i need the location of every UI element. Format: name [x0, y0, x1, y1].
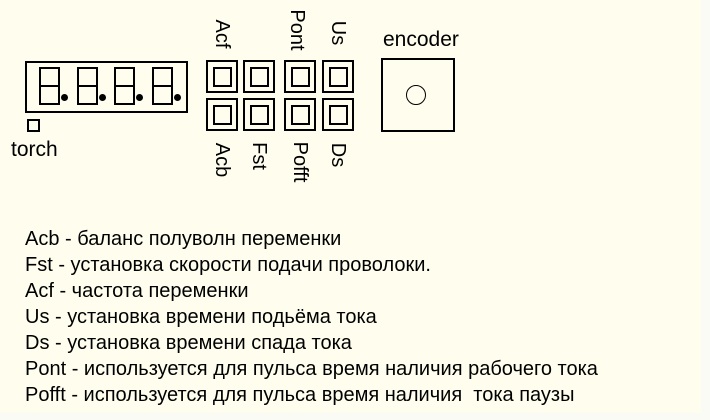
button-inner-square: [291, 105, 310, 125]
encoder-shaft-circle: [406, 85, 426, 105]
label-acf: Acf: [211, 19, 233, 49]
torch-indicator-square: [27, 119, 40, 132]
torch-label: torch: [11, 138, 58, 161]
label-pont: Pont: [286, 9, 308, 51]
display-digit: [114, 67, 144, 107]
button-inner-square: [213, 67, 232, 87]
legend-line-fst: Fst - установка скорости подачи проволоки.: [25, 254, 431, 276]
label-acb: Acb: [211, 142, 233, 178]
digit-eight-outline: [152, 67, 173, 105]
display-digit: [39, 67, 69, 107]
decimal-point-dot: [136, 94, 143, 101]
legend-line-acb: Acb - баланс полуволн переменки: [25, 228, 342, 250]
digit-eight-outline: [39, 67, 60, 105]
label-us: Us: [327, 20, 349, 46]
button-fst: [243, 98, 275, 131]
button-pont: [284, 60, 316, 93]
button-inner-square: [250, 105, 269, 125]
digit-eight-outline: [77, 67, 98, 105]
encoder-label: encoder: [383, 28, 459, 51]
button-acb: [206, 98, 238, 131]
button-inner-square: [250, 67, 269, 87]
display-digit: [152, 67, 182, 107]
decimal-point-dot: [61, 94, 68, 101]
button-inner-square: [213, 105, 232, 125]
button-pofft: [284, 98, 316, 131]
digit-eight-outline: [114, 67, 135, 105]
button-col2-top: [243, 60, 275, 93]
legend-line-acf: Acf - частота переменки: [25, 280, 249, 302]
decimal-point-dot: [99, 94, 106, 101]
legend-line-ds: Ds - установка времени спада тока: [25, 332, 352, 354]
button-acf: [206, 60, 238, 93]
button-us: [322, 60, 354, 93]
label-pofft: Pofft: [289, 141, 311, 183]
button-ds: [322, 98, 354, 131]
seven-segment-display: [25, 61, 188, 113]
encoder-knob-outline: [381, 58, 455, 132]
button-inner-square: [329, 105, 348, 125]
display-digit: [77, 67, 107, 107]
legend-line-pont: Pont - используется для пульса время наличия рабочего тока: [25, 358, 598, 380]
button-inner-square: [329, 67, 348, 87]
legend-line-us: Us - установка времени подьёма тока: [25, 306, 377, 328]
scan-edge-right: [701, 0, 710, 420]
button-inner-square: [291, 67, 310, 87]
label-fst: Fst: [248, 142, 270, 170]
decimal-point-dot: [174, 94, 181, 101]
legend-line-pofft: Pofft - используется для пульса время наличия тока паузы: [25, 384, 575, 406]
scan-edge-bottom: [0, 413, 710, 420]
legend: [25, 226, 598, 408]
label-ds: Ds: [327, 142, 349, 168]
